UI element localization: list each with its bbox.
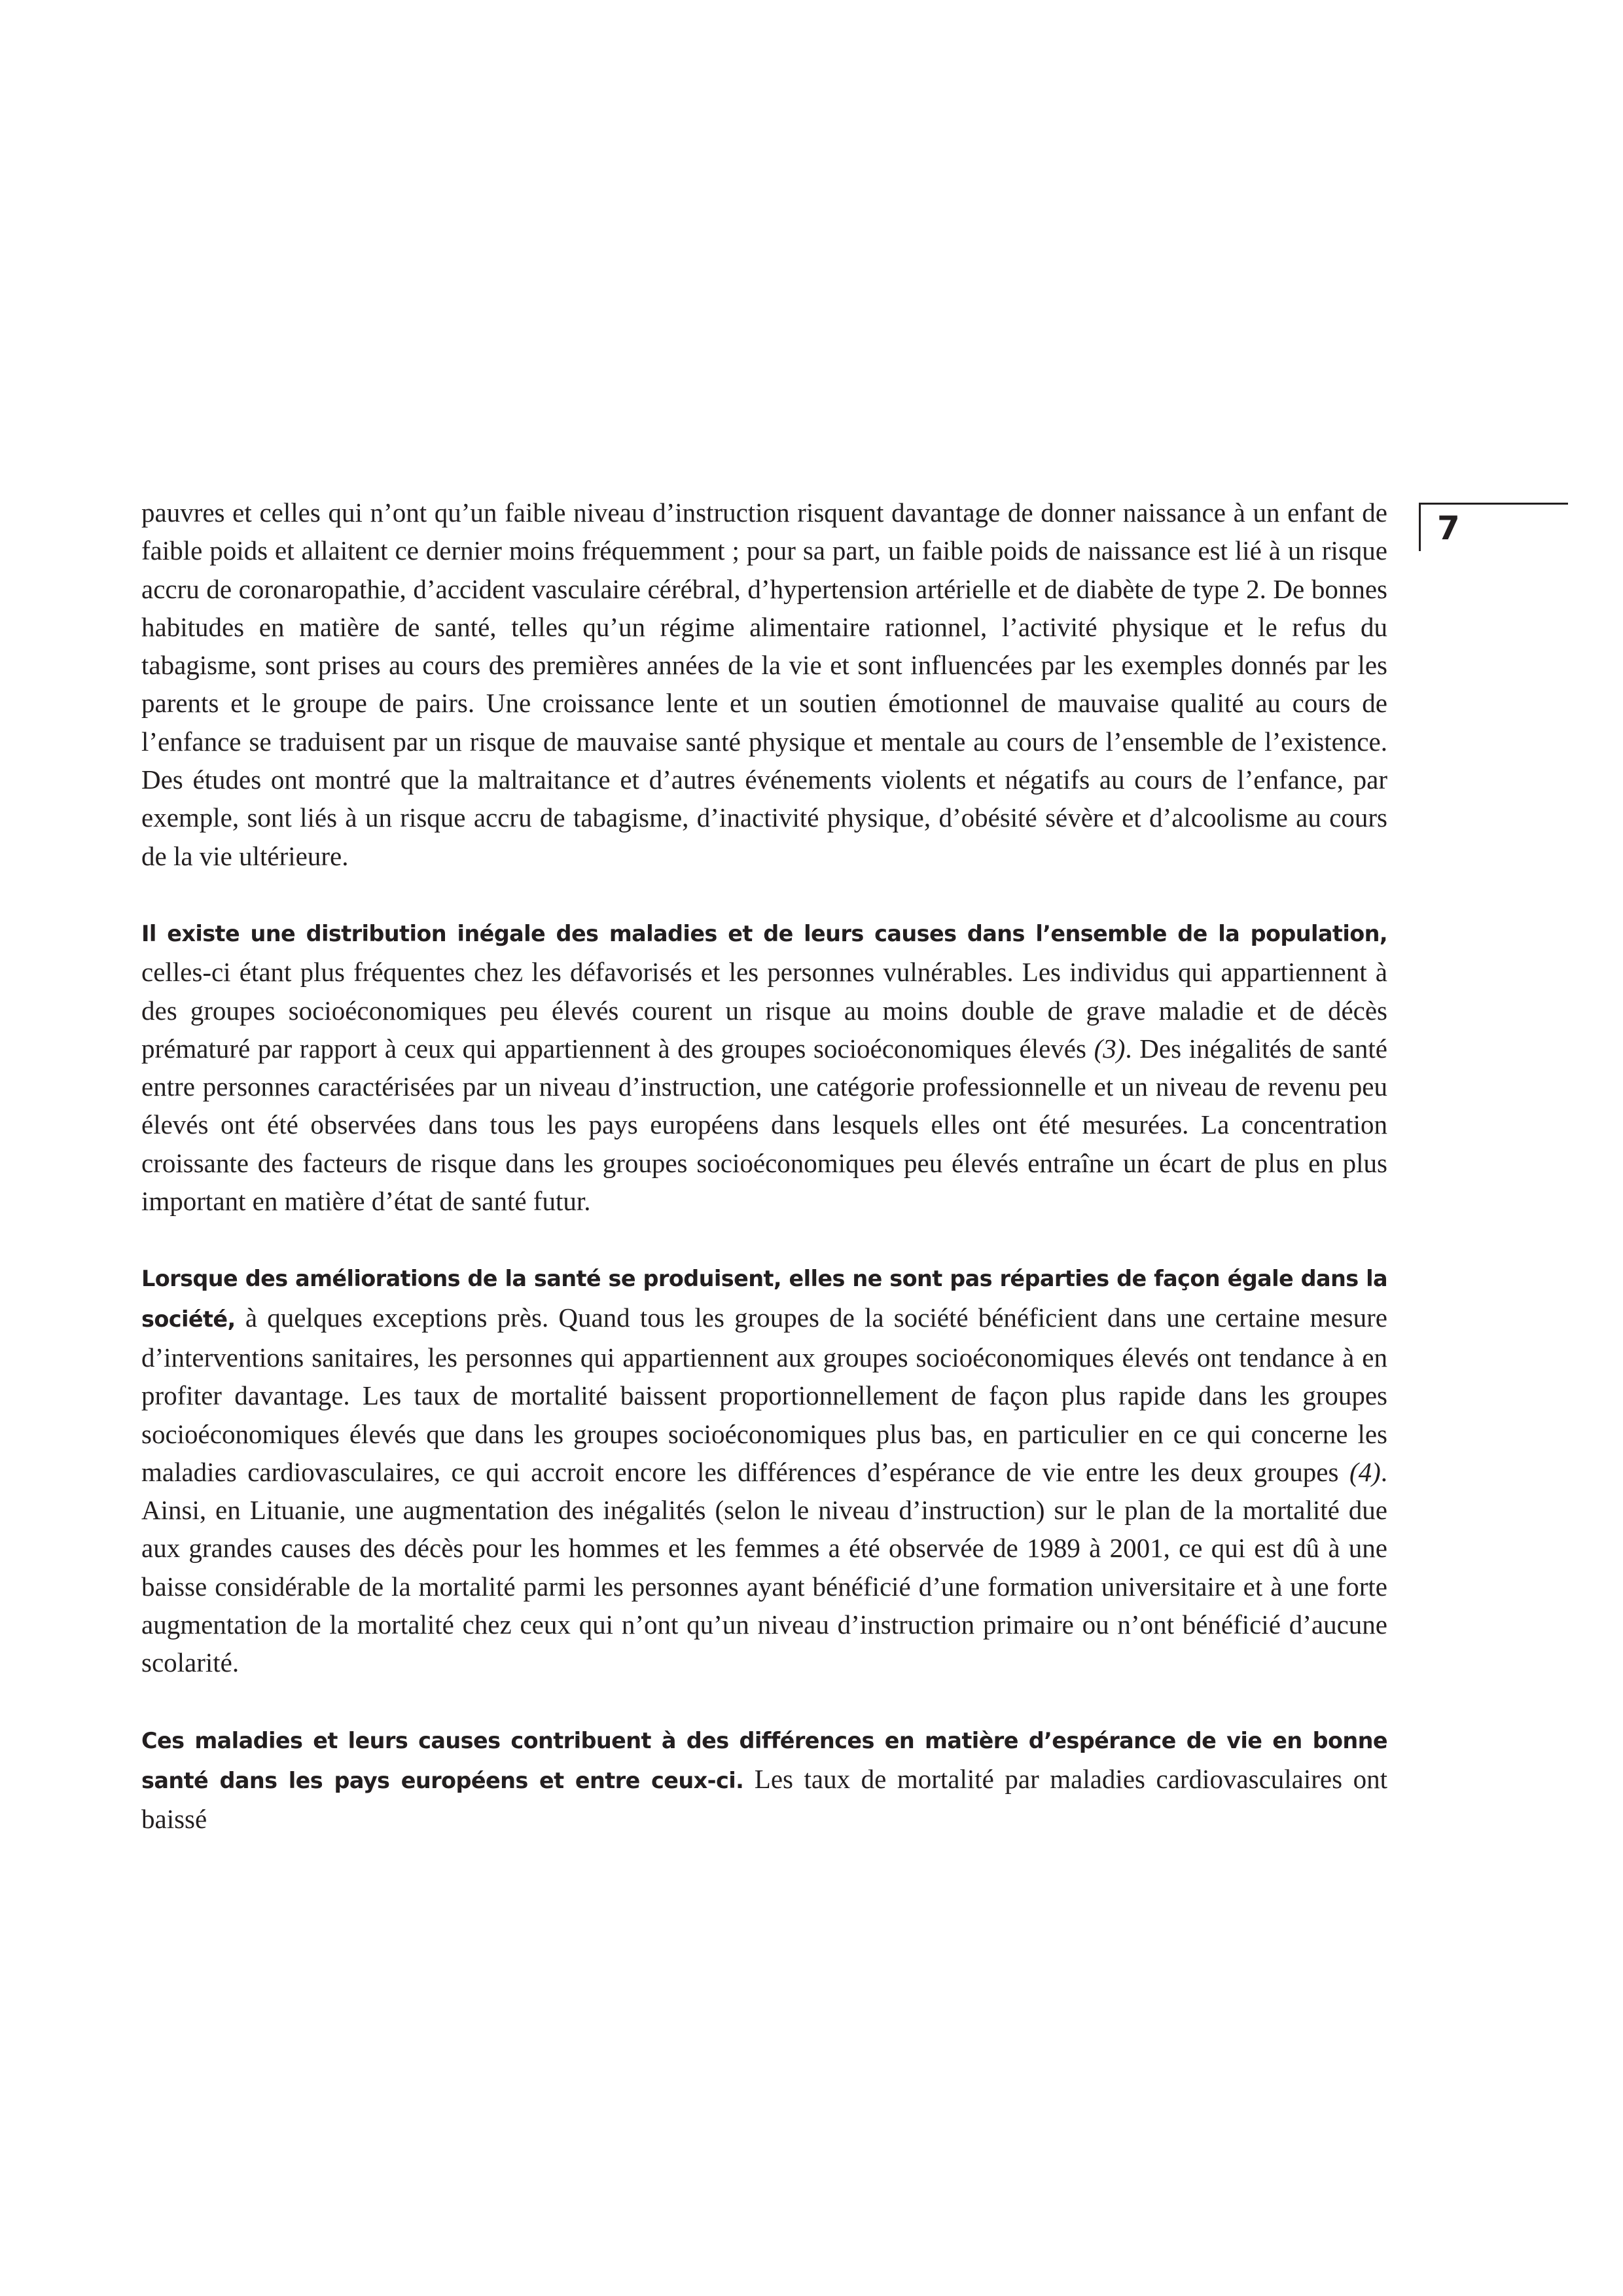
text-column bbox=[141, 493, 1387, 1876]
page-number-rule bbox=[1419, 503, 1568, 505]
paragraph-4 bbox=[141, 1720, 1387, 1839]
paragraph-2 bbox=[141, 913, 1387, 1220]
page-number: 7 bbox=[1437, 509, 1460, 547]
paragraph-3-body-a: à quelques exceptions près. Quand tous les groupes de la société bénéficient dans une certaine mesure d’interventions sanitaires, les personnes qui appartiennent aux groupes socioéconomiques élevés ont tendance à en profiter davantage. Les taux de mortalité baissent proportionnellement de façon plus rapide dans les groupes socioéconomiques élevés que dans les groupes socioéconomiques plus bas, en particulier en ce qui concerne les maladies cardiovasculaires, ce qui accroit encore les différences d’espérance de vie entre les deux groupes bbox=[141, 1302, 1387, 1487]
citation-3: (3) bbox=[1094, 1033, 1126, 1064]
citation-4: (4) bbox=[1349, 1456, 1381, 1487]
paragraph-3 bbox=[141, 1258, 1387, 1681]
paragraph-4-body-a: Les taux de mortalité par maladies cardiovasculaires ont baissé bbox=[141, 1763, 1387, 1835]
paragraph-2-body-b: . Des inégalités de santé entre personnes caractérisées par un niveau d’instruction, une catégorie professionnelle et un niveau de revenu peu élevés ont été observées dans tous les pays européens dans lesquels elles ont été mesurées. La concentration croissante des facteurs de risque dans les groupes socioéconomiques peu élevés entraîne un écart de plus en plus important en matière d’état de santé futur. bbox=[141, 1033, 1387, 1217]
paragraph-2-body-a: celles-ci étant plus fréquentes chez les défavorisés et les personnes vulnérables. Les individus qui appartiennent à des groupes socioéconomiques peu élevés courent un risque au moins double de grave maladie et de décès prématuré par rapport à ceux qui appartiennent à des groupes socioéconomiques élevés bbox=[141, 957, 1387, 1064]
paragraph-1 bbox=[141, 493, 1387, 875]
paragraph-3-lead: Lorsque des améliorations de la santé se produisent, elles ne sont pas réparties de façon égale dans la société, bbox=[141, 1266, 1387, 1332]
paragraph-1-body: pauvres et celles qui n’ont qu’un faible niveau d’instruction risquent davantage de donner naissance à un enfant de faible poids et allaitent ce dernier moins fréquemment ; pour sa part, un faible poids de naissance est lié à un risque accru de coronaropathie, d’accident vasculaire cérébral, d’hypertension artérielle et de diabète de type 2. De bonnes habitudes en matière de santé, telles qu’un régime alimentaire rationnel, l’activité physique et le refus du tabagisme, sont prises au cours des premières années de la vie et sont influencées par les exemples donnés par les parents et le groupe de pairs. Une croissance lente et un soutien émotionnel de mauvaise qualité au cours de l’enfance se traduisent par un risque de mauvaise santé physique et mentale au cours de l’ensemble de l’existence. Des études ont montré que la maltraitance et d’autres événements violents et négatifs au cours de l’enfance, par exemple, sont liés à un risque accru de tabagisme, d’inactivité physique, d’obésité sévère et d’alcoolisme au cours de la vie ultérieure. bbox=[141, 497, 1387, 871]
paragraph-2-lead: Il existe une distribution inégale des maladies et de leurs causes dans l’ensemble de la population, bbox=[141, 920, 1387, 946]
paragraph-3-body-b: . Ainsi, en Lituanie, une augmentation des inégalités (selon le niveau d’instruction) sur le plan de la mortalité due aux grandes causes des décès pour les hommes et les femmes a été observée de 1989 à 2001, ce qui est dû à une baisse considérable de la mortalité parmi les personnes ayant bénéficié d’une formation universitaire et à une forte augmentation de la mortalité chez ceux qui n’ont qu’un niveau d’instruction primaire ou n’ont bénéficié d’aucune scolarité. bbox=[141, 1456, 1387, 1678]
page-number-tick bbox=[1419, 503, 1421, 551]
paragraph-4-lead: Ces maladies et leurs causes contribuent à des différences en matière d’espérance de vie en bonne santé dans les pays européens et entre ceux-ci. bbox=[141, 1727, 1387, 1793]
